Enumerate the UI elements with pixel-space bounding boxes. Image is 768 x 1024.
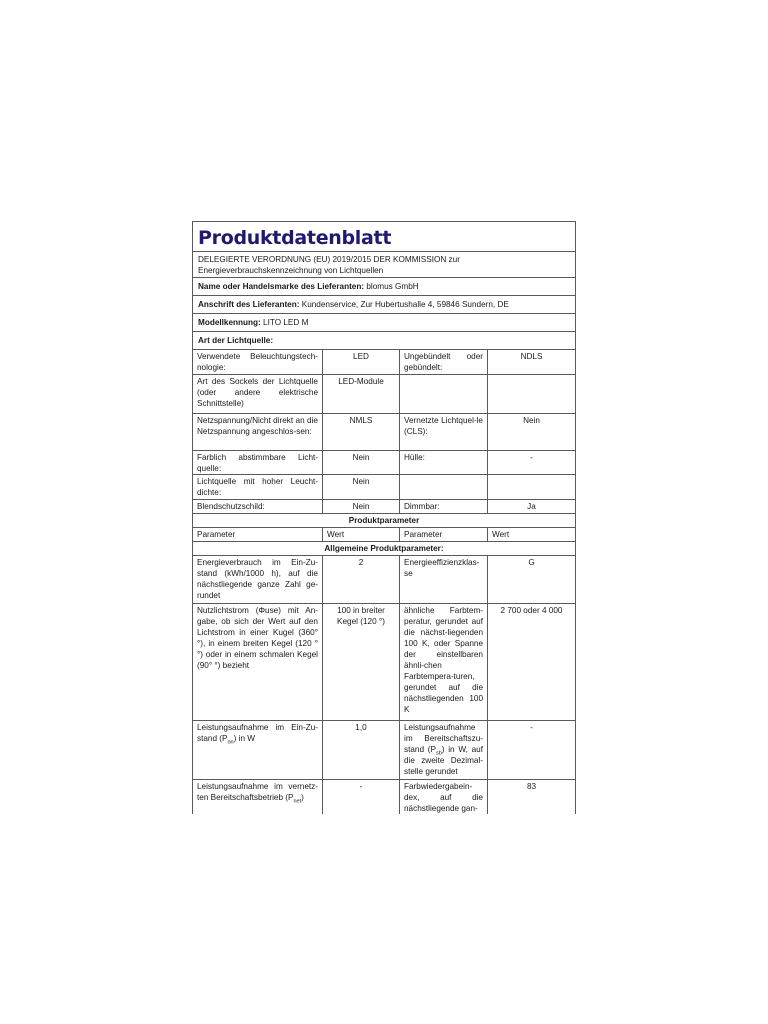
regulation-row <box>193 252 575 278</box>
value-cell: 2 <box>323 556 400 603</box>
param-cell: Energieeffizienzklas-se <box>400 556 488 603</box>
value-cell: Nein <box>323 500 400 513</box>
regulation-line-2: Energieverbrauchskennzeichnung von Lichtquellen <box>198 266 384 275</box>
general-params-heading: Allgemeine Produktparameter: <box>193 542 575 556</box>
param-cell <box>400 375 488 413</box>
supplier-name-label: Name oder Handelsmarke des Lieferanten: <box>198 282 365 291</box>
value-cell <box>488 375 575 413</box>
supplier-name-value: blomus GmbH <box>366 282 419 291</box>
param-cell: Ungebündelt oder gebündelt: <box>400 350 488 374</box>
value-cell: 1,0 <box>323 721 400 779</box>
param-text-tail: ) <box>301 793 304 802</box>
page-title: Produktdatenblatt <box>198 227 392 249</box>
param-subscript: sb <box>435 750 442 757</box>
value-cell: 83 <box>526 782 537 791</box>
value-cell: LED <box>323 350 400 374</box>
table-row <box>193 475 575 500</box>
table-row <box>193 780 575 814</box>
supplier-address-value: Kundenservice, Zur Hubertushalle 4, 59846 Sundern, DE <box>301 300 509 309</box>
column-header-value: Wert <box>323 528 400 541</box>
param-cell: Art des Sockels der Lichtquelle (oder andere elektrische Schnittstelle) <box>193 375 323 413</box>
param-cell: Energieverbrauch im Ein-Zu-stand (kWh/1000 h), auf die nächstliegende ganze Zahl ge-rundet <box>193 556 323 603</box>
value-cell: Nein <box>523 416 540 425</box>
supplier-name-row <box>193 278 575 296</box>
model-row <box>193 314 575 332</box>
value-cell: Ja <box>527 502 536 511</box>
table-row <box>193 604 575 721</box>
value-cell: 100 in breiter Kegel (120 °) <box>323 604 400 720</box>
table-row <box>193 350 575 375</box>
param-cell <box>400 475 488 499</box>
param-text: Leistungsaufnahme im Ein-Zu-stand (P <box>197 723 318 743</box>
table-row <box>193 556 575 604</box>
value-cell: NDLS <box>520 352 543 361</box>
param-cell: ähnliche Farbtem-peratur, gerundet auf die nächst-liegenden 100 K, oder Spanne der einstellbaren ähnli-chen Farbtempera-turen, gerundet auf die nächstliegenden 100 K <box>400 604 488 720</box>
param-subscript: net <box>293 798 302 805</box>
value-cell: - <box>530 723 533 732</box>
param-subscript: on <box>227 739 234 746</box>
supplier-address-label: Anschrift des Lieferanten: <box>198 300 300 309</box>
product-data-sheet <box>192 221 576 814</box>
param-text: Leistungsaufnahme im Bereitschaftszu-stand (P <box>404 723 483 754</box>
param-cell: Farbwiedergabein-dex, auf die nächstliegende gan- <box>400 780 488 814</box>
param-cell: Blendschutzschild: <box>193 500 323 513</box>
param-cell: Lichtquelle mit hoher Leucht-dichte: <box>193 475 323 499</box>
value-cell: LED-Module <box>323 375 400 413</box>
column-header-value-2: Wert <box>492 530 510 539</box>
light-source-type-row <box>193 332 575 350</box>
param-text-tail: ) in W <box>233 734 256 743</box>
supplier-address-row <box>193 296 575 314</box>
param-cell: Hülle: <box>400 451 488 474</box>
column-header-param-2: Parameter <box>400 528 488 541</box>
value-cell: 2 700 oder 4 000 <box>500 606 563 615</box>
column-header-param: Parameter <box>193 528 323 541</box>
param-cell <box>193 780 323 814</box>
table-row <box>193 721 575 780</box>
column-header-row <box>193 528 575 542</box>
light-source-type-label: Art der Lichtquelle: <box>198 336 274 345</box>
value-cell: - <box>323 780 400 814</box>
param-text: Leistungsaufnahme im vernetz-ten Bereitschaftsbetrieb (P <box>197 782 318 802</box>
table-row <box>193 451 575 475</box>
param-cell: Netzspannung/Nicht direkt an die Netzspannung angeschlos-sen: <box>193 414 323 450</box>
title-row <box>193 222 575 252</box>
model-value: LITO LED M <box>263 318 309 327</box>
param-text-tail: ) in W, auf die zweite Dezimal-stelle gerundet <box>404 745 483 776</box>
table-row <box>193 500 575 514</box>
product-params-heading: Produktparameter <box>193 514 575 528</box>
regulation-line-1: DELEGIERTE VERORDNUNG (EU) 2019/2015 DER KOMMISSION zur <box>198 255 460 264</box>
value-cell: G <box>528 558 535 567</box>
table-row <box>193 375 575 414</box>
param-cell: Nutzlichtstrom (Φuse) mit An-gabe, ob sich der Wert auf den Lichtstrom in einer Kugel (360° °), in einem breiten Kegel (120 °°) oder in einem schmalen Kegel (90° °) bezieht <box>193 604 323 720</box>
param-cell: Farblich abstimmbare Licht-quelle: <box>193 451 323 474</box>
param-cell: Verwendete Beleuchtungstech-nologie: <box>193 350 323 374</box>
model-label: Modellkennung: <box>198 318 261 327</box>
value-cell: NMLS <box>323 414 400 450</box>
value-cell <box>488 475 575 499</box>
value-cell: Nein <box>323 451 400 474</box>
param-cell <box>193 721 323 779</box>
value-cell: Nein <box>323 475 400 499</box>
table-row <box>193 414 575 451</box>
value-cell: - <box>530 453 533 462</box>
param-cell <box>400 721 488 779</box>
param-cell: Dimmbar: <box>400 500 488 513</box>
param-cell: Vernetzte Lichtquel-le (CLS): <box>400 414 488 450</box>
